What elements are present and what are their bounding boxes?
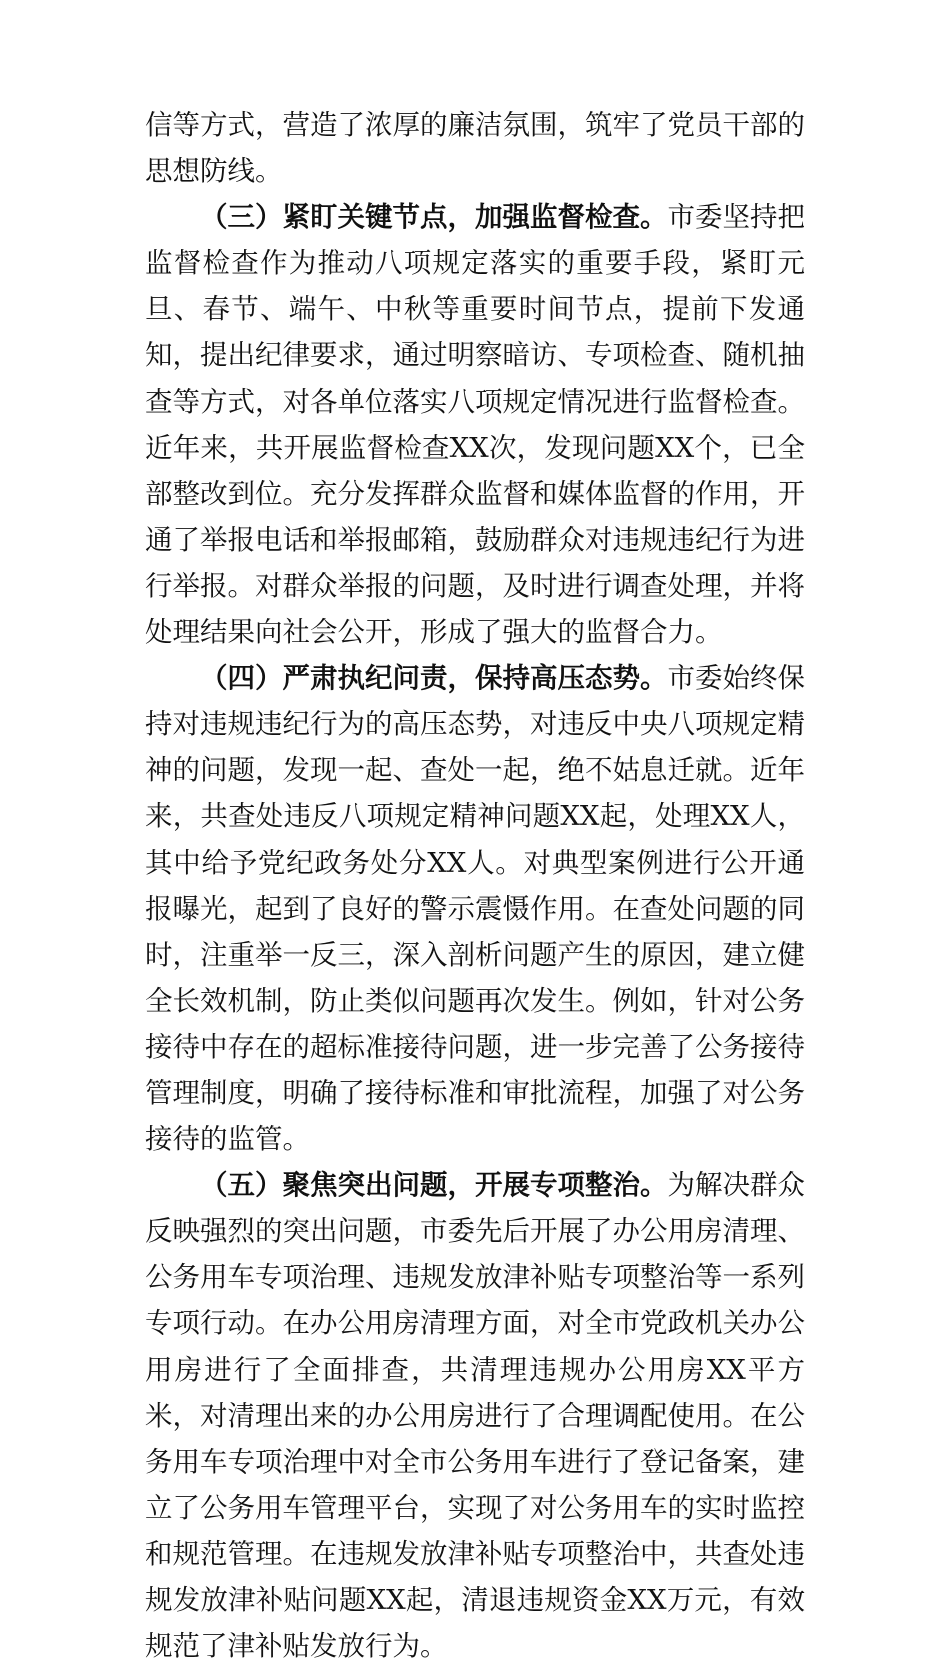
paragraph-body: 市委始终保持对违规违纪行为的高压态势，对违反中央八项规定精神的问题，发现一起、查处一起，绝不姑息迁就。近年来，共查处违反八项规定精神问题XX起，处理XX人，其中给予党纪政务处分XX人。对典型案例进行公开通报曝光，起到了良好的警示震慑作用。在查处问题的同时，注重举一反三，深入剖析问题产生的原因，建立健全长效机制，防止类似问题再次发生。例如，针对公务接待中存在的超标准接待问题，进一步完善了公务接待管理制度，明确了接待标准和审批流程，加强了对公务接待的监管。 <box>145 662 805 1156</box>
section-heading: （五）聚焦突出问题，开展专项整治。 <box>200 1169 668 1202</box>
paragraph-section-3 <box>145 194 805 655</box>
document-page <box>145 102 805 1669</box>
paragraph-body: 为解决群众反映强烈的突出问题，市委先后开展了办公用房清理、公务用车专项治理、违规发放津补贴专项整治等一系列专项行动。在办公用房清理方面，对全市党政机关办公用房进行了全面排查，共清理违规办公用房XX平方米，对清理出来的办公用房进行了合理调配使用。在公务用车专项治理中对全市公务用车进行了登记备案，建立了公务用车管理平台，实现了对公务用车的实时监控和规范管理。在违规发放津补贴专项整治中，共查处违规发放津补贴问题XX起，清退违规资金XX万元，有效规范了津补贴发放行为。 <box>145 1169 805 1663</box>
paragraph-body: 信等方式，营造了浓厚的廉洁氛围，筑牢了党员干部的思想防线。 <box>145 109 805 188</box>
section-heading: （四）严肃执纪问责，保持高压态势。 <box>200 662 668 695</box>
paragraph-continuation <box>145 102 805 194</box>
paragraph-section-4 <box>145 655 805 1162</box>
paragraph-section-5 <box>145 1162 805 1669</box>
section-heading: （三）紧盯关键节点，加强监督检查。 <box>200 201 668 234</box>
paragraph-body: 市委坚持把监督检查作为推动八项规定落实的重要手段，紧盯元旦、春节、端午、中秋等重要时间节点，提前下发通知，提出纪律要求，通过明察暗访、专项检查、随机抽查等方式，对各单位落实八项规定情况进行监督检查。近年来，共开展监督检查XX次，发现问题XX个，已全部整改到位。充分发挥群众监督和媒体监督的作用，开通了举报电话和举报邮箱，鼓励群众对违规违纪行为进行举报。对群众举报的问题，及时进行调查处理，并将处理结果向社会公开，形成了强大的监督合力。 <box>145 201 805 649</box>
